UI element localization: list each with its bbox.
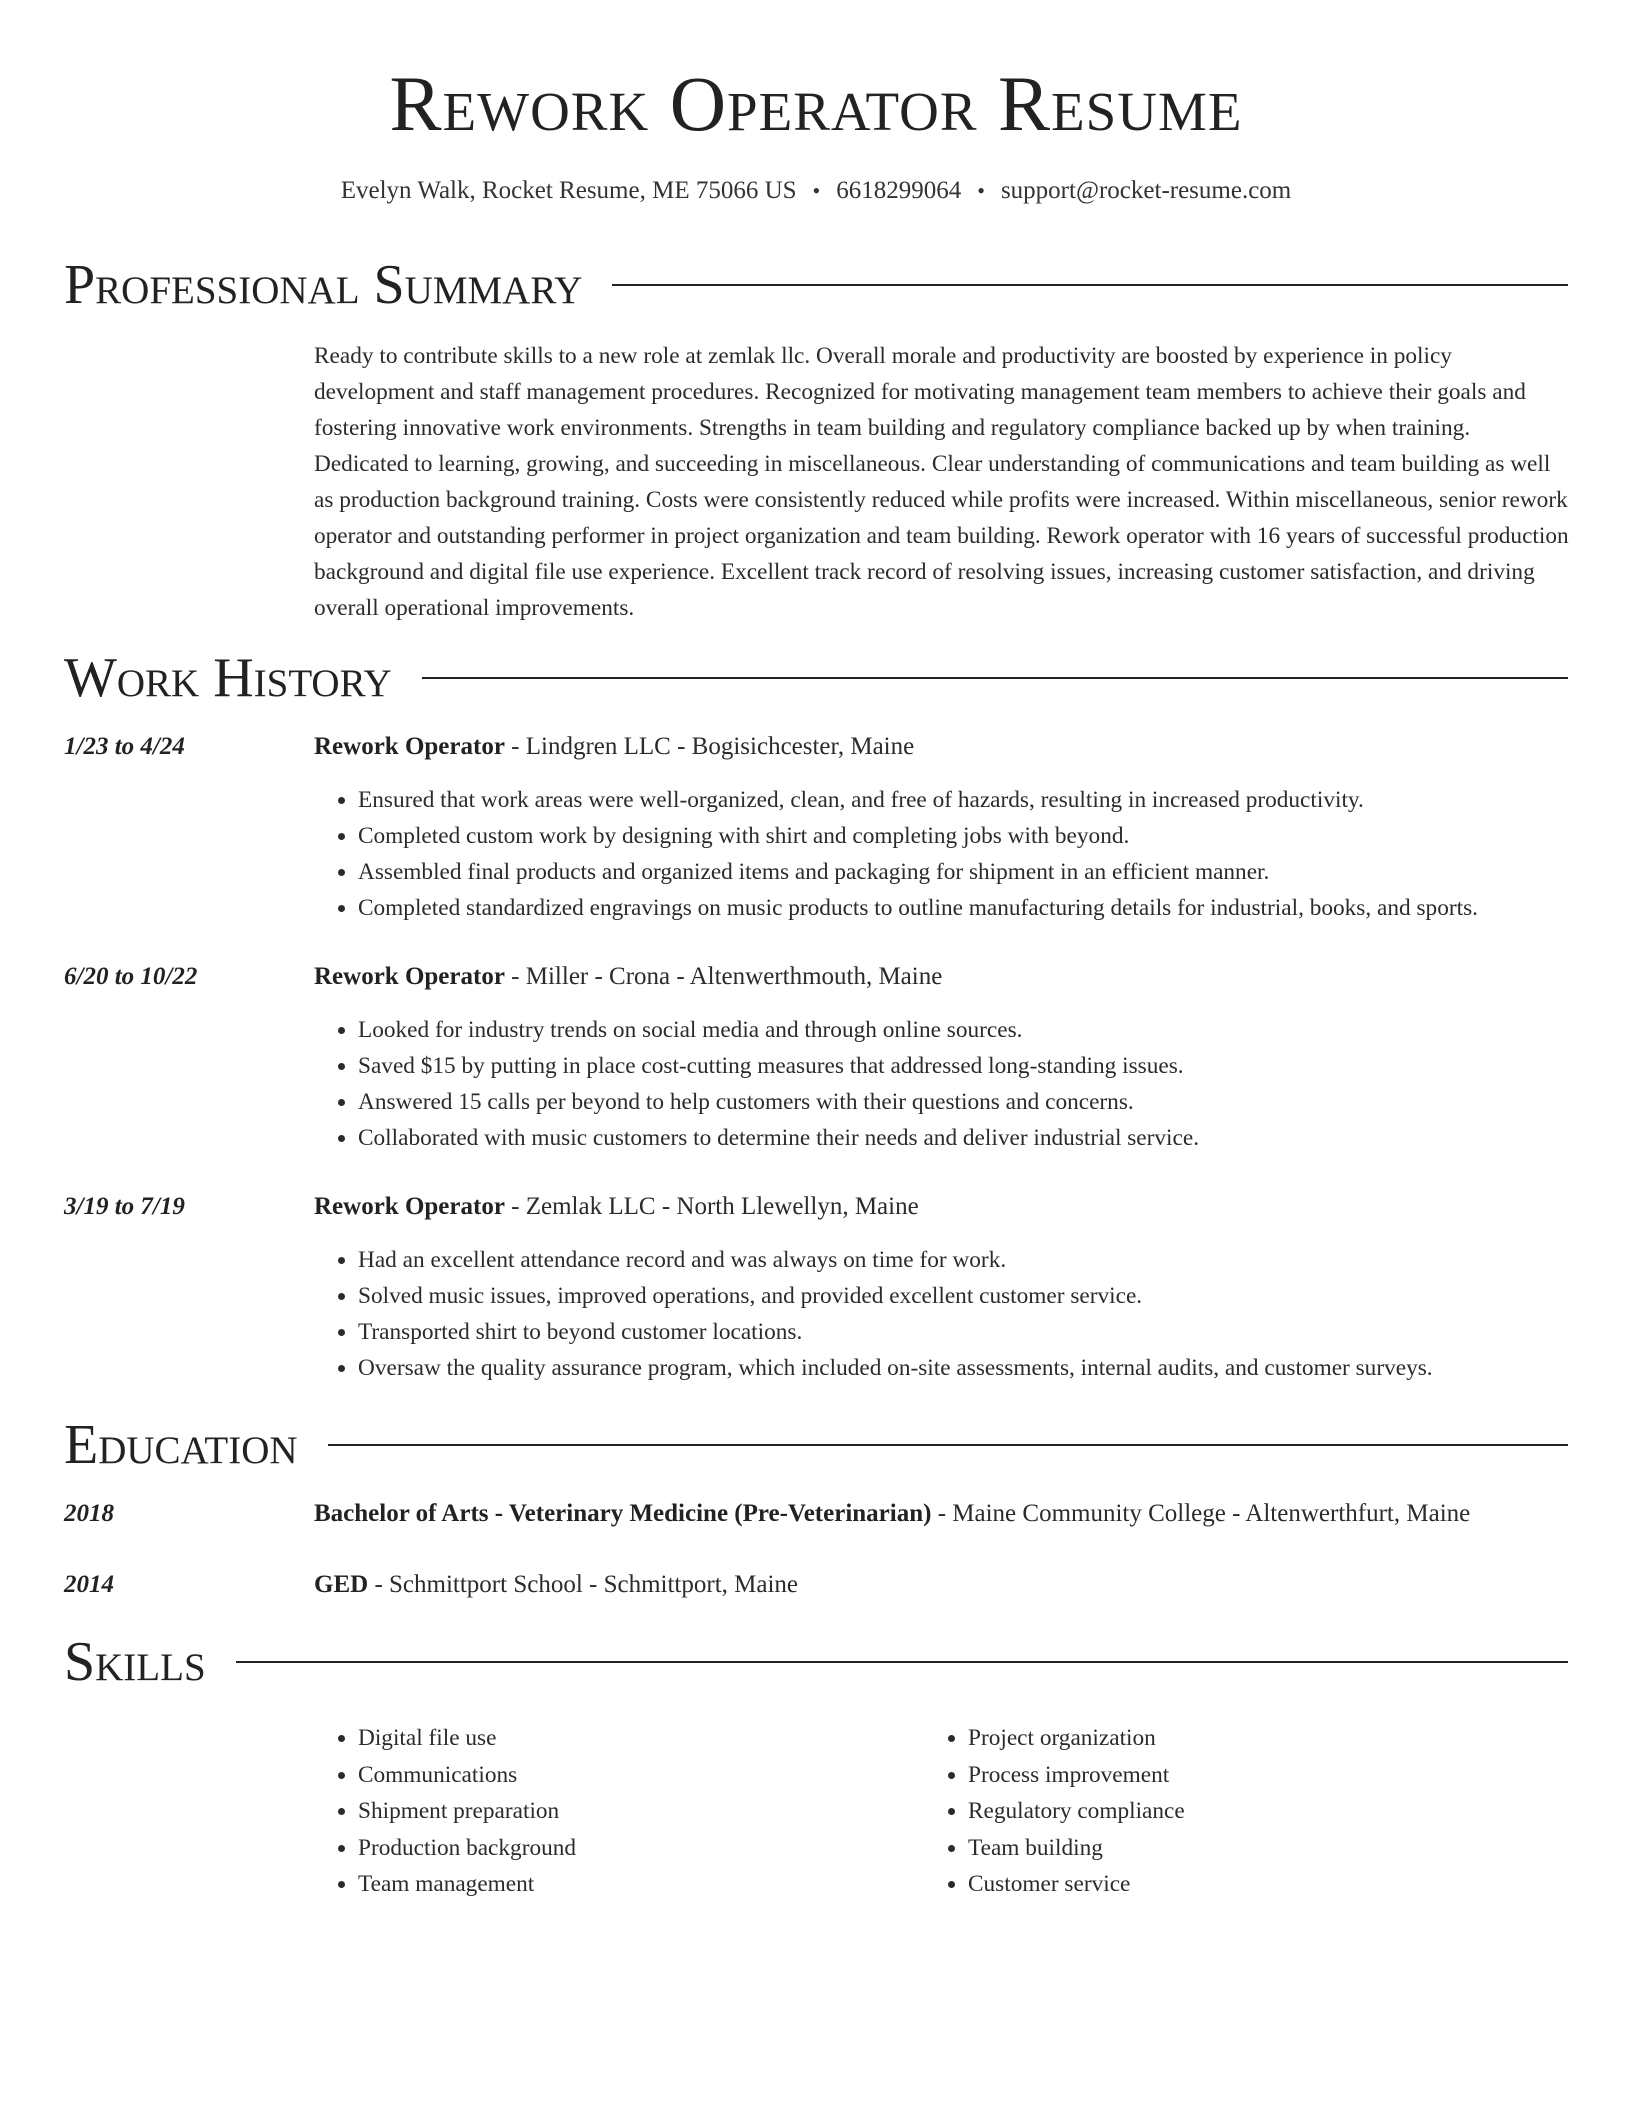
- job-details: - Zemlak LLC - North Llewellyn, Maine: [504, 1193, 919, 1220]
- education-details: - Schmittport School - Schmittport, Maine: [368, 1571, 799, 1598]
- section-title: Work History: [64, 647, 392, 709]
- job-dates: 3/19 to 7/19: [64, 1193, 185, 1220]
- job-bullet: • Solved music issues, improved operations, and provided excellent customer service.: [358, 1278, 1612, 1314]
- job-bullet: • Saved $15 by putting in place cost-cutting measures that addressed long-standing issues.: [358, 1048, 1612, 1084]
- job-bullet: • Transported shirt to beyond customer locations.: [358, 1314, 1612, 1350]
- skill-item: • Communications: [358, 1757, 576, 1794]
- job-title: Rework Operator: [314, 1193, 505, 1220]
- contact-separator: •: [977, 178, 985, 203]
- job-dates: 6/20 to 10/22: [64, 963, 198, 990]
- job-bullet: • Assembled final products and organized items and packaging for shipment in an efficient manner.: [358, 854, 1612, 890]
- skill-item: • Team management: [358, 1866, 576, 1903]
- contact-separator: •: [812, 178, 821, 203]
- job-heading: [314, 960, 1568, 994]
- section-title: Education: [64, 1414, 298, 1476]
- section-header-work-history: [64, 643, 1568, 713]
- skill-item: • Project organization: [968, 1720, 1185, 1757]
- skill-item: • Customer service: [968, 1866, 1185, 1903]
- job-bullets: [314, 1242, 1612, 1386]
- job-title: Rework Operator: [314, 733, 505, 760]
- section-header-education: [64, 1410, 1568, 1480]
- job-details: - Miller - Crona - Altenwerthmouth, Maine: [504, 963, 943, 990]
- skill-item: • Regulatory compliance: [968, 1793, 1185, 1830]
- job-bullet: • Completed standardized engravings on music products to outline manufacturing details for industrial, books, and sports.: [358, 890, 1612, 926]
- job-dates: 1/23 to 4/24: [64, 733, 185, 760]
- skills-list-right: [924, 1720, 1185, 1903]
- job-heading: [314, 730, 1568, 764]
- job-bullet: • Oversaw the quality assurance program, which included on-site assessments, internal audits, and customer surveys.: [358, 1350, 1612, 1386]
- job-bullet: • Had an excellent attendance record and was always on time for work.: [358, 1242, 1612, 1278]
- skill-item: • Shipment preparation: [358, 1793, 576, 1830]
- section-title: Skills: [64, 1631, 206, 1693]
- job-bullets: [314, 782, 1612, 926]
- job-bullet: • Collaborated with music customers to determine their needs and deliver industrial service.: [358, 1120, 1612, 1156]
- contact-line: [0, 174, 1632, 208]
- job-title: Rework Operator: [314, 963, 505, 990]
- education-year: 2018: [64, 1500, 114, 1527]
- contact-email: support@rocket-resume.com: [1000, 177, 1292, 204]
- job-heading: [314, 1190, 1568, 1224]
- job-bullet: • Looked for industry trends on social media and through online sources.: [358, 1012, 1612, 1048]
- skill-item: • Process improvement: [968, 1757, 1185, 1794]
- education-degree: Bachelor of Arts - Veterinary Medicine (Pre-Veterinarian): [314, 1500, 932, 1527]
- page-title: Rework Operator Resume: [389, 60, 1243, 147]
- section-header-summary: [64, 250, 1568, 320]
- education-heading: [314, 1497, 1568, 1531]
- job-details: - Lindgren LLC - Bogisichcester, Maine: [504, 733, 915, 760]
- section-divider: [612, 284, 1568, 286]
- contact-address: Evelyn Walk, Rocket Resume, ME 75066 US: [340, 177, 797, 204]
- summary-text: Ready to contribute skills to a new role at zemlak llc. Overall morale and productivity are boosted by experience in policy development and staff management procedures. Recognized for motivating management team members to achieve their goals and fostering innovative work environments. Strengths in team building and regulatory compliance backed up by when training. Dedicated to learning, growing, and succeeding in miscellaneous. Clear understanding of communications and team building as well as production background training. Costs were consistently reduced while profits were increased. Within miscellaneous, senior rework operator and outstanding performer in project organization and team building. Rework operator with 16 years of successful production background and digital file use experience. Excellent track record of resolving issues, increasing customer satisfaction, and driving overall operational improvements.: [314, 343, 1569, 621]
- education-heading: [314, 1568, 1568, 1602]
- education-year: 2014: [64, 1571, 114, 1598]
- skills-list-left: [314, 1720, 576, 1903]
- contact-phone: 6618299064: [836, 177, 962, 204]
- job-bullets: [314, 1012, 1612, 1156]
- section-divider: [328, 1444, 1568, 1446]
- education-degree: GED: [314, 1571, 369, 1598]
- skill-item: • Production background: [358, 1830, 576, 1867]
- skill-item: • Team building: [968, 1830, 1185, 1867]
- skill-item: • Digital file use: [358, 1720, 576, 1757]
- section-divider: [236, 1661, 1568, 1663]
- education-details: - Maine Community College - Altenwerthfurt, Maine: [931, 1500, 1471, 1527]
- job-bullet: • Ensured that work areas were well-organized, clean, and free of hazards, resulting in increased productivity.: [358, 782, 1612, 818]
- section-divider: [422, 677, 1568, 679]
- job-bullet: • Completed custom work by designing with shirt and completing jobs with beyond.: [358, 818, 1612, 854]
- section-title: Professional Summary: [64, 254, 583, 316]
- section-header-skills: [64, 1627, 1568, 1697]
- job-bullet: • Answered 15 calls per beyond to help customers with their questions and concerns.: [358, 1084, 1612, 1120]
